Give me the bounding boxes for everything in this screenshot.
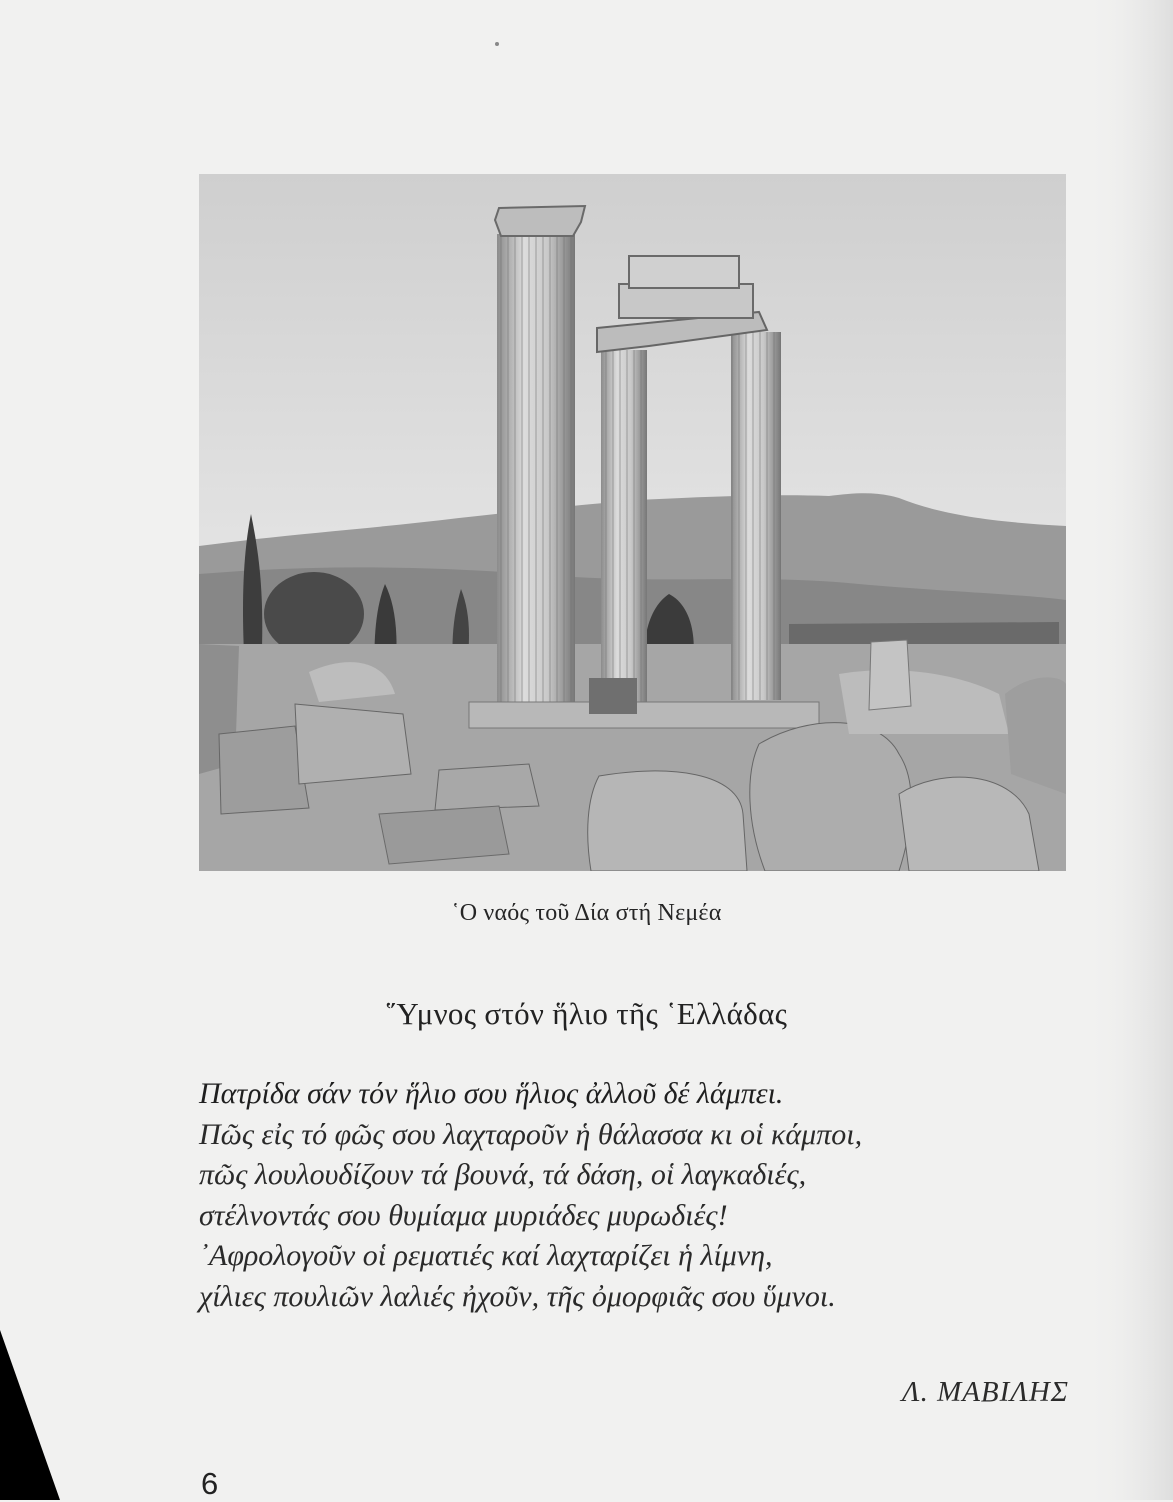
temple-photo (199, 174, 1066, 871)
photo-caption: ῾Ο ναός τοῦ Δία στή Νεμέα (451, 900, 722, 926)
poem-author: Λ. ΜΑΒΙΛΗΣ (902, 1376, 1069, 1408)
poem-line: ᾿Αφρολογοῦν οἱ ρεματιές καί λαχταρίζει ἡ λίμνη, (199, 1239, 773, 1272)
poem-title: ῞Υμνος στόν ἥλιο τῆς ῾Ελλάδας (385, 996, 788, 1031)
poem-line: στέλνοντάς σου θυμίαμα μυριάδες μυρωδιές! (199, 1198, 728, 1232)
page-number: 6 (201, 1466, 219, 1501)
olive-tree (264, 572, 364, 656)
poem-line: Πῶς εἰς τό φῶς σου λαχταροῦν ἡ θάλασσα κι οἱ κάμποι, (199, 1117, 863, 1151)
poem-line: χίλιες πουλιῶν λαλιές ἠχοῦν, τῆς ὀμορφιᾶς σου ὕμνοι. (199, 1279, 836, 1313)
poem-line: πῶς λουλουδίζουν τά βουνά, τά δάση, οἱ λαγκαδιές, (199, 1158, 807, 1191)
poem-line: Πατρίδα σάν τόν ἥλιο σου ἥλιος ἀλλοῦ δέ λάμπει. (199, 1077, 784, 1110)
corner-shadow (0, 1330, 60, 1500)
poem-body (199, 1074, 1079, 1317)
foreground-boulder (588, 771, 747, 871)
